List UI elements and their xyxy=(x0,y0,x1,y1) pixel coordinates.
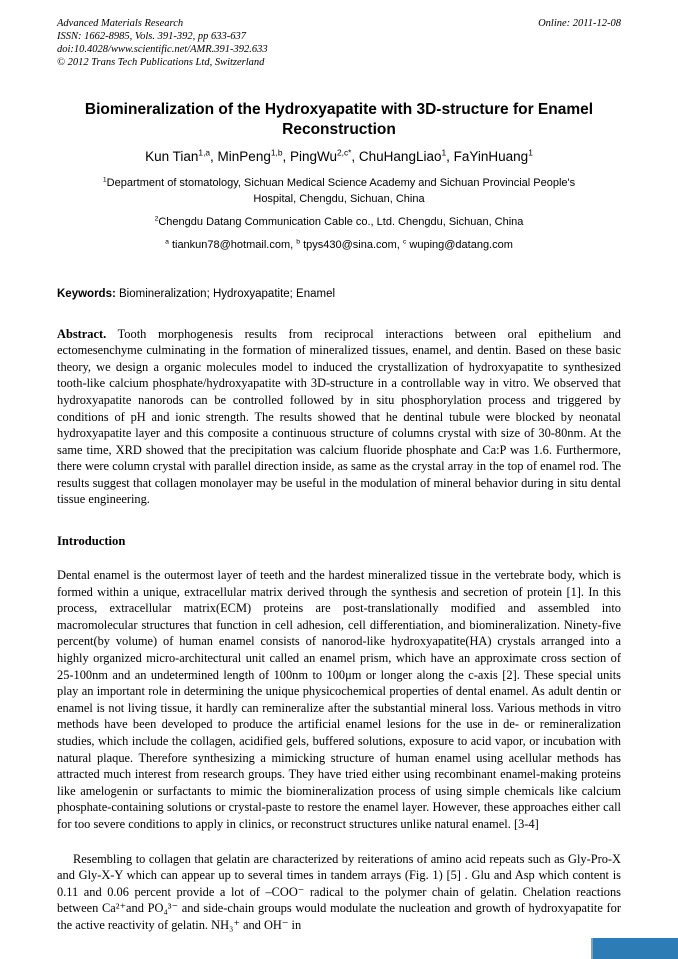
affiliation-1 xyxy=(100,176,578,208)
author-name: Kun Tian xyxy=(145,148,199,164)
author-name: , ChuHangLiao xyxy=(351,148,442,164)
journal-header-left xyxy=(57,17,268,70)
author-name: , FaYinHuang xyxy=(446,148,529,164)
author-name: , MinPeng xyxy=(210,148,271,164)
email-marker-c: c xyxy=(402,237,407,245)
journal-header xyxy=(57,17,621,70)
keywords-label: Keywords: xyxy=(57,287,116,300)
affiliation-1-marker: 1 xyxy=(102,176,107,184)
author-name: , PingWu xyxy=(282,148,337,164)
author-emails xyxy=(57,238,621,254)
email-c: wuping@datang.com xyxy=(409,238,513,251)
journal-name: Advanced Materials Research xyxy=(57,18,184,29)
paper-title: Biomineralization of the Hydroxyapatite with 3D-structure for Enamel Reconstruction xyxy=(84,100,594,138)
email-marker-a: a xyxy=(165,237,169,245)
copyright-line: © 2012 Trans Tech Publications Ltd, Switzerland xyxy=(57,57,265,69)
issn-line: ISSN: 1662-8985, Vols. 391-392, pp 633-637 xyxy=(57,31,246,43)
introduction-paragraph-1: Dental enamel is the outermost layer of teeth and the hardest mineralized tissue in the vertebrate body, which is formed within a unique, extracellular matrix derived through the synthesis and secretion of protein [1]. In this process, extracellular matrix(ECM) proteins are post-translationally modified and assembled into macromolecular structures that function in cell adhesion, cell differentiation, and biomineralization. Ninety-five percent(by volume) of human enamel consists of nanorod-like hydroxyapatite(HA) crystals arranged into a highly organized micro-architectural unit called an enamel prism, which have an approximate cross section of 25-100nm and an undetermined length of 100nm to 100μm or longer along the c-axis [2]. These special units play an important role in determining the unique physicochemical properties of dental enamel. As adult dentin or enamel is not living tissue, it hardly can remineralize after the substantial mineral loss. Various methods in vitro methods have been developed to produce the artificial enamel lesions for the use in de- or remineralization studies, which include the collagen, acidified gels, buffered solutions, exposure to acid vapor, or incubation with natural plaque. Therefore synthesizing a mimicking structure of human enamel using acellular methods has attracted much interest from research groups. They have tried either using recombinant enamel-making proteins like amelogenin or surfactants to mimic the biomineralization process of using simple chemicals like calcium phosphate-containing solutions or crystal-paste to restore the enamel layer. However, these approaches either call for too severe conditions to apply in clinics, or reconstruct structures unlike natural enamel. [3-4] xyxy=(57,568,621,831)
affiliation-1-text: Department of stomatology, Sichuan Medical Science Academy and Sichuan Provincial People's Hospital, Chengdu, Sichuan, China xyxy=(106,176,576,205)
affiliation-2 xyxy=(57,215,621,231)
abstract-text: Tooth morphogenesis results from reciprocal interactions between oral epithelium and ectomesenchyme culminating in the formation of mineralized tissues, enamel, and dentin. Based on these basic theory, we design a organic molecules model to induced the crystallization of hydroxyapatite to synthesized tooth-like calcium phosphate/hydroxyapatite with 3D-structure in a controllable way in vitro. We observed that hydroxyapatite nanorods can be controlled followed by in situ phosphorylation process and triggered by conditions of pH and ionic strength. The results showed that he dentinal tubule were blocked by neonatal hydroxyapatite layer and this composite a continuous structure of columns crystal with size of 30-80nm. At the same time, XRD showed that the precipitation was calcium fluoride phosphate and Ca:P was 1.6. Furthermore, there were column crystal with parallel direction inside, as same as the crystal array in the top of enamel rod. The results suggest that collagen monolayer may be useful in the modulation of mineral behavior during in situ dental tissue engineering. xyxy=(57,326,622,507)
doi-line: doi:10.4028/www.scientific.net/AMR.391-392.633 xyxy=(57,44,268,56)
introduction-paragraph-2: Resembling to collagen that gelatin are characterized by reiterations of amino acid repeats such as Gly-Pro-X and Gly-X-Y which can appear up to several times in tandem arrays (Fig. 1) [5] . Glu and Asp which content is 0.11 and 0.06 percent provide a lot of –COO⁻ radical to the polymer chain of gelatin. Chelation reactions between Ca²⁺and PO₄³⁻ and side-chain groups would modulate the nucleation and growth of hydroxyapatite for the active reactivity of gelatin. NH₃⁺ and OH⁻ in xyxy=(57,851,621,932)
keywords-line xyxy=(57,288,621,300)
email-marker-b: b xyxy=(296,237,301,245)
email-a: tiankun78@hotmail.com, xyxy=(171,238,294,251)
online-date: Online: 2011-12-08 xyxy=(538,18,621,29)
abstract xyxy=(57,326,621,509)
affiliation-2-marker: 2 xyxy=(154,215,159,222)
keywords-text: Biomineralization; Hydroxyapatite; Enamel xyxy=(119,287,336,300)
author-affil-marker: 1,b xyxy=(270,147,283,158)
bottom-right-overlay[interactable] xyxy=(591,938,678,959)
author-affil-marker: 1,a xyxy=(198,147,211,158)
email-b: tpys430@sina.com, xyxy=(303,238,400,251)
author-line xyxy=(57,149,621,164)
affiliation-2-text: Chengdu Datang Communication Cable co., Ltd. Chengdu, Sichuan, China xyxy=(158,215,524,228)
author-affil-marker: 1 xyxy=(441,147,447,158)
section-heading-introduction: Introduction xyxy=(57,534,126,549)
author-affil-marker: 1 xyxy=(528,147,533,158)
abstract-label: Abstract. xyxy=(57,326,107,341)
author-affil-marker: 2,c* xyxy=(337,147,352,158)
